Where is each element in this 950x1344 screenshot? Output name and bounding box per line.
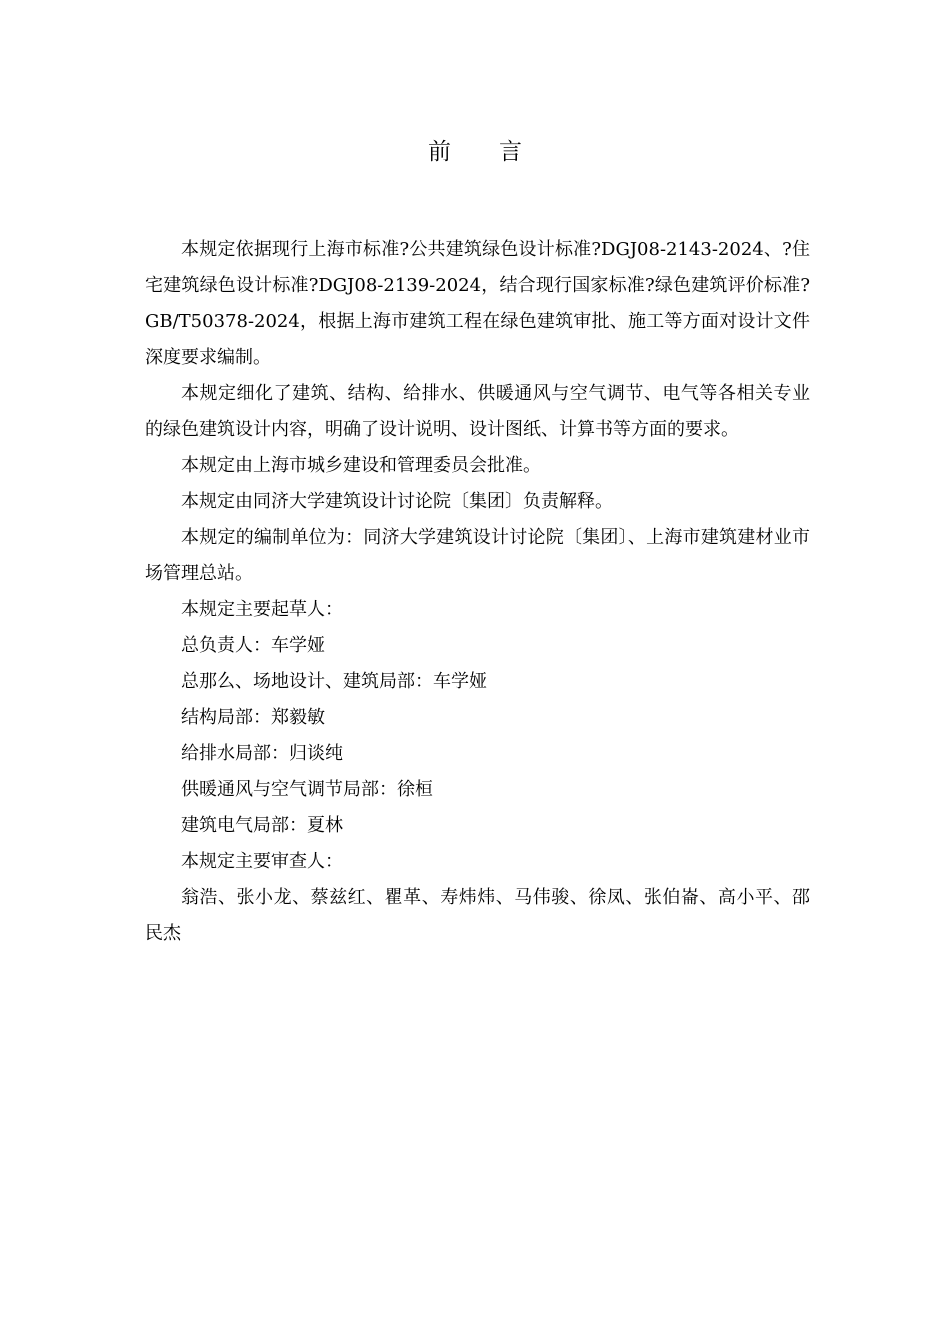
preface-body	[145, 232, 810, 952]
paragraph-basis: 本规定依据现行上海市标准?公共建筑绿色设计标准?DGJ08-2143-2024、?住宅建筑绿色设计标准?DGJ08-2139-2024，结合现行国家标准?绿色建筑评价标准?GB/T50378-2024，根据上海市建筑工程在绿色建筑审批、施工等方面对设计文件深度要求编制。	[145, 239, 810, 368]
paragraph-chief: 总负责人：车学娅	[181, 635, 325, 656]
paragraph-electrical: 建筑电气局部：夏林	[181, 815, 343, 836]
paragraph-drafters-heading: 本规定主要起草人：	[181, 599, 343, 620]
page-title: 前言	[428, 139, 570, 165]
paragraph-plumbing: 给排水局部：归谈纯	[181, 743, 343, 764]
paragraph-reviewers-heading: 本规定主要审查人：	[181, 851, 343, 872]
paragraph-reviewers: 翁浩、张小龙、蔡兹红、瞿革、寿炜炜、马伟骏、徐凤、张伯崙、高小平、邵民杰	[145, 887, 810, 944]
paragraph-compilers: 本规定的编制单位为：同济大学建筑设计讨论院〔集团〕、上海市建筑建材业市场管理总站。	[145, 527, 810, 584]
paragraph-interpretation: 本规定由同济大学建筑设计讨论院〔集团〕负责解释。	[181, 491, 613, 512]
paragraph-hvac: 供暖通风与空气调节局部：徐桓	[181, 779, 433, 800]
paragraph-scope: 本规定细化了建筑、结构、给排水、供暖通风与空气调节、电气等各相关专业的绿色建筑设计内容，明确了设计说明、设计图纸、计算书等方面的要求。	[145, 383, 810, 440]
paragraph-approval: 本规定由上海市城乡建设和管理委员会批准。	[181, 455, 541, 476]
paragraph-general-site-architecture: 总那么、场地设计、建筑局部：车学娅	[181, 671, 487, 692]
paragraph-structure: 结构局部：郑毅敏	[181, 707, 325, 728]
